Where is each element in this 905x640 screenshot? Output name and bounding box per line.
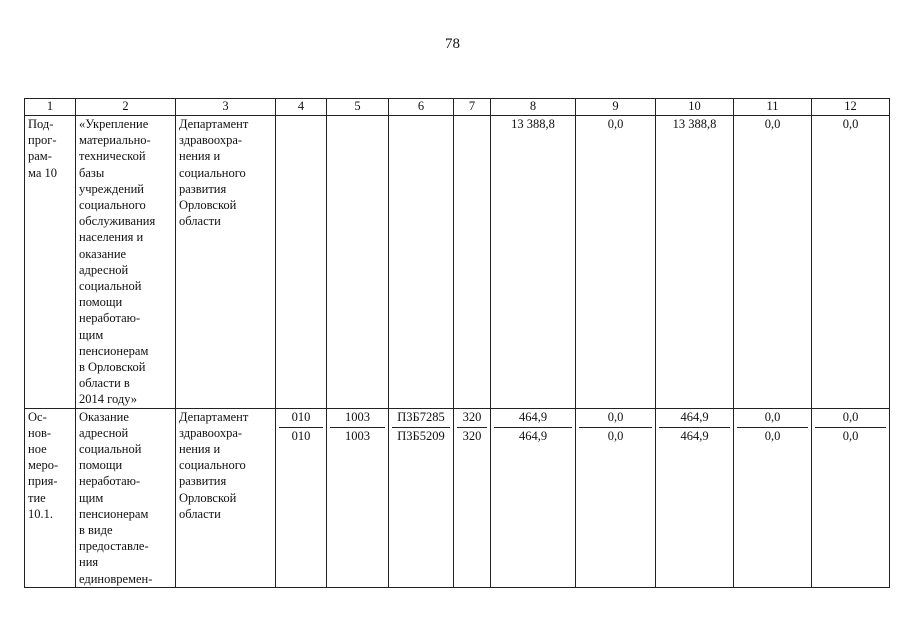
cell-col5: [327, 116, 389, 409]
code-line: 320: [457, 427, 487, 444]
header-cell-2: 2: [76, 99, 176, 116]
table-row: [25, 116, 890, 409]
cell-col8: [491, 408, 576, 587]
cell-col7: [454, 116, 491, 409]
header-cell-1: 1: [25, 99, 76, 116]
program-table: [24, 98, 890, 588]
amount-line: 0,0: [737, 427, 808, 444]
header-cell-11: 11: [734, 99, 812, 116]
header-cell-12: 12: [812, 99, 890, 116]
cell-col11: 0,0: [734, 116, 812, 409]
header-cell-4: 4: [276, 99, 327, 116]
cell-col4: [276, 408, 327, 587]
amount-line: 464,9: [518, 409, 548, 424]
amount-line: 464,9: [680, 409, 709, 424]
cell-col12: [812, 408, 890, 587]
cell-col10: [656, 408, 734, 587]
row-name-cell: «Укрепление материально- технической базы учреждений социального обслуживания населения и оказание адресной социальной помощи неработаю- щим пенсионерам в Орловской области в 2014 году»: [76, 116, 176, 409]
code-line: 320: [462, 409, 482, 424]
cell-col8: 13 388,8: [491, 116, 576, 409]
header-cell-8: 8: [491, 99, 576, 116]
header-cell-9: 9: [576, 99, 656, 116]
row-name-cell: Оказание адресной социальной помощи неработаю- щим пенсионерам в виде предоставле- ния единовремен-: [76, 408, 176, 587]
table-row: [25, 408, 890, 587]
page-number: 78: [445, 36, 460, 52]
cell-col11: [734, 408, 812, 587]
code-line: 010: [291, 409, 311, 424]
header-cell-10: 10: [656, 99, 734, 116]
header-cell-6: 6: [389, 99, 454, 116]
header-cell-7: 7: [454, 99, 491, 116]
cell-col12: 0,0: [812, 116, 890, 409]
cell-col9: 0,0: [576, 116, 656, 409]
header-cell-5: 5: [327, 99, 389, 116]
row-level-cell: Под- прог- рам- ма 10: [25, 116, 76, 409]
cell-col6: [389, 408, 454, 587]
code-line: П3Б5209: [392, 427, 450, 444]
code-line: 010: [279, 427, 323, 444]
cell-col7: [454, 408, 491, 587]
amount-line: 464,9: [659, 427, 730, 444]
amount-line: 0,0: [579, 427, 652, 444]
cell-col10: 13 388,8: [656, 116, 734, 409]
row-executor-cell: Департамент здравоохра- нения и социального развития Орловской области: [176, 116, 276, 409]
cell-col6: [389, 116, 454, 409]
cell-col5: [327, 408, 389, 587]
code-line: 1003: [345, 409, 370, 424]
cell-col4: [276, 116, 327, 409]
header-cell-3: 3: [176, 99, 276, 116]
amount-line: 464,9: [494, 427, 572, 444]
amount-line: 0,0: [842, 409, 859, 424]
row-executor-cell: Департамент здравоохра- нения и социального развития Орловской области: [176, 408, 276, 587]
amount-line: 0,0: [764, 409, 781, 424]
row-level-cell: Ос- нов- ное меро- прия- тие 10.1.: [25, 408, 76, 587]
code-line: П3Б7285: [397, 409, 445, 424]
amount-line: 0,0: [815, 427, 886, 444]
cell-col9: [576, 408, 656, 587]
amount-line: 0,0: [607, 409, 624, 424]
code-line: 1003: [330, 427, 385, 444]
header-row: [25, 99, 890, 116]
